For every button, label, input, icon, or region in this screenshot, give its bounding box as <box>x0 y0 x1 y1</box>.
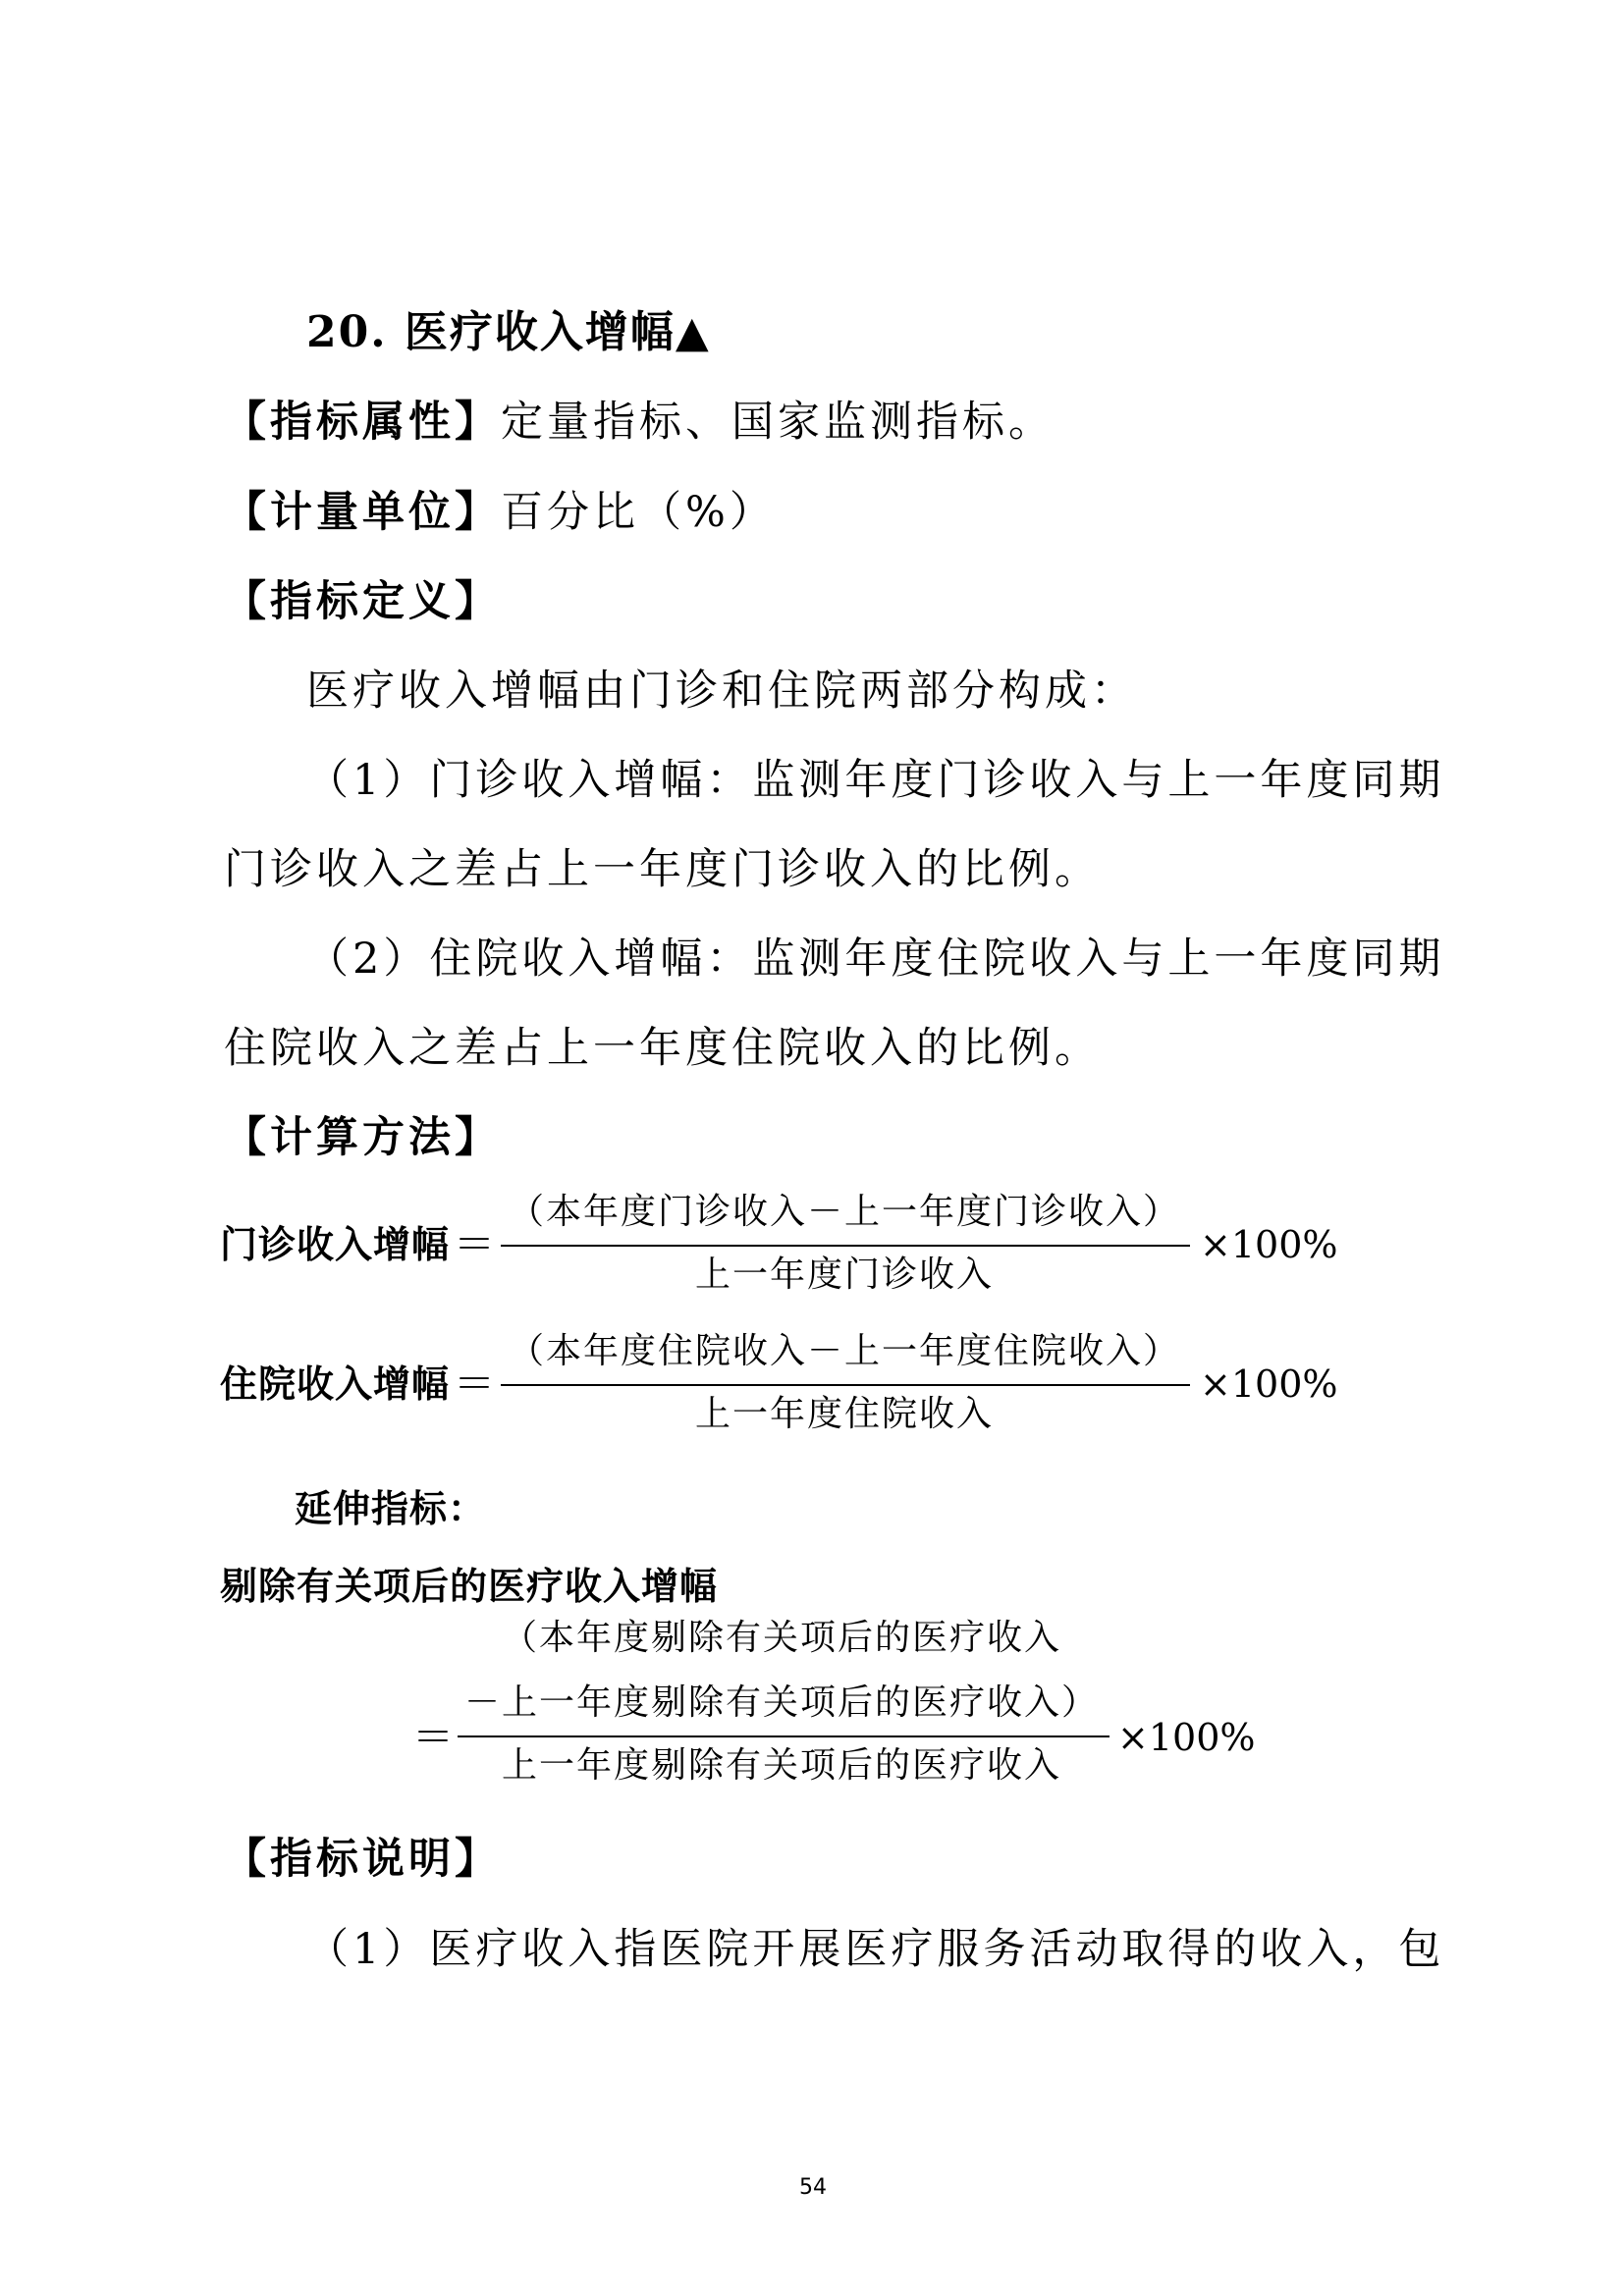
outpatient-formula-numerator: （本年度门诊收入－上一年度门诊收入） <box>508 1192 1180 1232</box>
inpatient-formula-bar <box>501 1384 1190 1386</box>
inpatient-formula-equals: ＝ <box>454 1360 496 1408</box>
extended-formula-numerator-line1: （本年度剔除有关项后的医疗收入 <box>501 1618 1061 1658</box>
extended-label: 延伸指标： <box>295 1486 487 1530</box>
definition-label: 【指标定义】 <box>224 577 501 626</box>
definition-item1-line2: 门诊收入之差占上一年度门诊收入的比例。 <box>224 845 1101 894</box>
definition-intro: 医疗收入增幅由门诊和住院两部分构成： <box>306 667 1137 716</box>
inpatient-formula-denominator: 上一年度住院收入 <box>694 1394 994 1434</box>
definition-item2-line1: （2）住院收入增幅：监测年度住院收入与上一年度同期 <box>306 934 1445 984</box>
page-number: 54 <box>799 2175 827 2200</box>
unit-label: 【计量单位】 <box>224 488 501 537</box>
section-title <box>306 305 711 360</box>
definition-item1-line1: （1）门诊收入增幅：监测年度门诊收入与上一年度同期 <box>306 756 1445 805</box>
explanation-item1: （1）医疗收入指医院开展医疗服务活动取得的收入，包 <box>306 1925 1445 1974</box>
section-title-text: 医疗收入增幅▲ <box>404 307 711 357</box>
definition-item2-line2: 住院收入之差占上一年度住院收入的比例。 <box>224 1024 1101 1073</box>
outpatient-formula-times: ×100% <box>1200 1223 1338 1266</box>
extended-formula-equals: ＝ <box>412 1713 455 1761</box>
outpatient-formula-denominator: 上一年度门诊收入 <box>694 1255 994 1295</box>
explanation-label: 【指标说明】 <box>224 1835 501 1884</box>
section-number: 20. <box>306 307 388 357</box>
extended-formula-times: ×100% <box>1117 1716 1256 1759</box>
extended-formula-name: 剔除有关项后的医疗收入增幅 <box>220 1564 719 1608</box>
extended-formula-bar <box>458 1735 1110 1737</box>
extended-formula-denominator: 上一年度剔除有关项后的医疗收入 <box>501 1745 1061 1786</box>
outpatient-formula-equals: ＝ <box>454 1220 496 1268</box>
outpatient-formula-bar <box>501 1245 1190 1247</box>
unit-value: 百分比（%） <box>501 488 776 537</box>
attributes-value: 定量指标、国家监测指标。 <box>501 398 1055 447</box>
attributes-label: 【指标属性】 <box>224 398 501 447</box>
unit-line <box>224 485 776 540</box>
inpatient-formula-numerator: （本年度住院收入－上一年度住院收入） <box>508 1331 1180 1371</box>
inpatient-formula-times: ×100% <box>1200 1362 1338 1406</box>
calculation-label: 【计算方法】 <box>224 1113 501 1162</box>
extended-formula-numerator-line2: －上一年度剔除有关项后的医疗收入） <box>463 1682 1099 1723</box>
attributes-line <box>224 395 1055 450</box>
outpatient-formula-name: 门诊收入增幅 <box>220 1222 451 1266</box>
inpatient-formula-name: 住院收入增幅 <box>220 1362 451 1406</box>
